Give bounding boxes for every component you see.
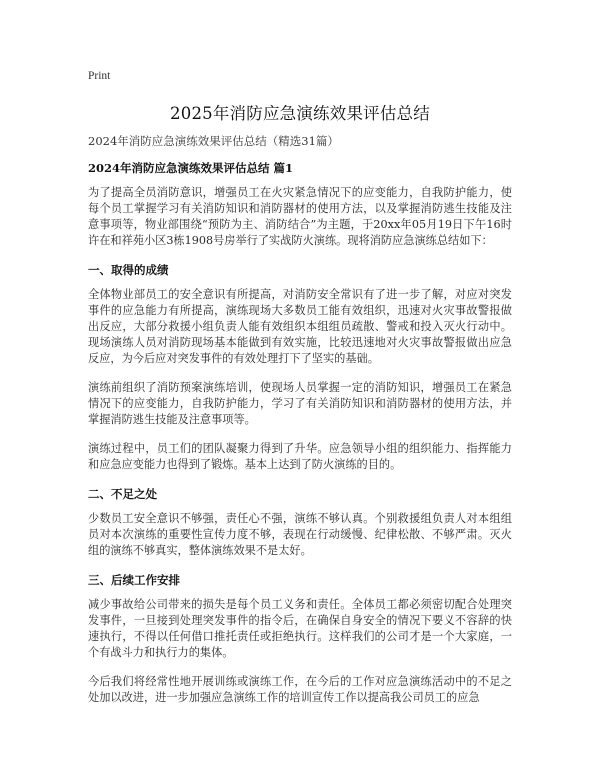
paragraph: 演练过程中，员工们的团队凝聚力得到了升华。应急领导小组的组织能力、指挥能力和应急应变能力也得到了锻炼。基本上达到了防火演练的目的。 xyxy=(88,442,512,471)
article-heading: 2024年消防应急演练效果评估总结 篇1 xyxy=(88,161,294,175)
intro-paragraph: 为了提高全员消防意识，增强员工在火灾紧急情况下的应变能力，自我防护能力，使每个员工掌握学习有关消防知识和消防器材的使用方法，以及掌握消防逃生技能及注意事项等，物业部围绕“预防为主、消防结合”为主题，于20xx年05月19日下午16时许在和祥苑小区3栋1908号房举行了实战防火演练。现将消防应急演练总结如下： xyxy=(88,186,512,247)
page-title: 2025年消防应急演练效果评估总结 xyxy=(170,104,430,123)
print-link[interactable]: Print xyxy=(88,70,111,82)
section-heading-followup: 三、后续工作安排 xyxy=(88,573,180,587)
paragraph: 全体物业部员工的安全意识有所提高，对消防安全常识有了进一步了解，对应对突发事件的应急能力有所提高，演练现场大多数员工能有效组织，迅速对火灾事故警报做出反应，大部分救援小组负责人能有效组织本组组员疏散、警戒和投入灭火行动中。现场演练人员对消防现场基本能做到有效实施，比较迅速地对火灾事故警报做出应急反应，为今后应对突发事件的有效处理打下了坚实的基础。 xyxy=(88,288,512,365)
section-heading-shortcomings: 二、不足之处 xyxy=(88,487,157,501)
collection-subtitle: 2024年消防应急演练效果评估总结（精选31篇） xyxy=(88,134,339,148)
paragraph: 少数员工安全意识不够强，责任心不强，演练不够认真。个别救援组负责人对本组组员对本次演练的重要性宣传力度不够，表现在行动缓慢、纪律松散、不够严肃。灭火组的演练不够真实，整体演练效果不是太好。 xyxy=(88,512,512,557)
section-heading-achievements: 一、取得的成绩 xyxy=(88,263,169,277)
paragraph: 今后我们将经常性地开展训练或演练工作，在今后的工作对应急演练活动中的不足之处加以改进，进一步加强应急演练工作的培训宣传工作以提高我公司员工的应急 xyxy=(88,675,512,704)
article-body xyxy=(88,160,512,706)
paragraph: 演练前组织了消防预案演练培训，使现场人员掌握一定的消防知识，增强员工在紧急情况下的应变能力，自我防护能力，学习了有关消防知识和消防器材的使用方法，并掌握消防逃生技能及注意事项等。 xyxy=(88,381,512,426)
paragraph: 减少事故给公司带来的损失是每个员工义务和责任。全体员工都必须密切配合处理突发事件，一旦接到处理突发事件的指令后，在确保自身安全的情况下要义不容辞的快速执行，不得以任何借口推托责任或拒绝执行。这样我们的公司才是一个大家庭，一个有战斗力和执行力的集体。 xyxy=(88,598,512,659)
